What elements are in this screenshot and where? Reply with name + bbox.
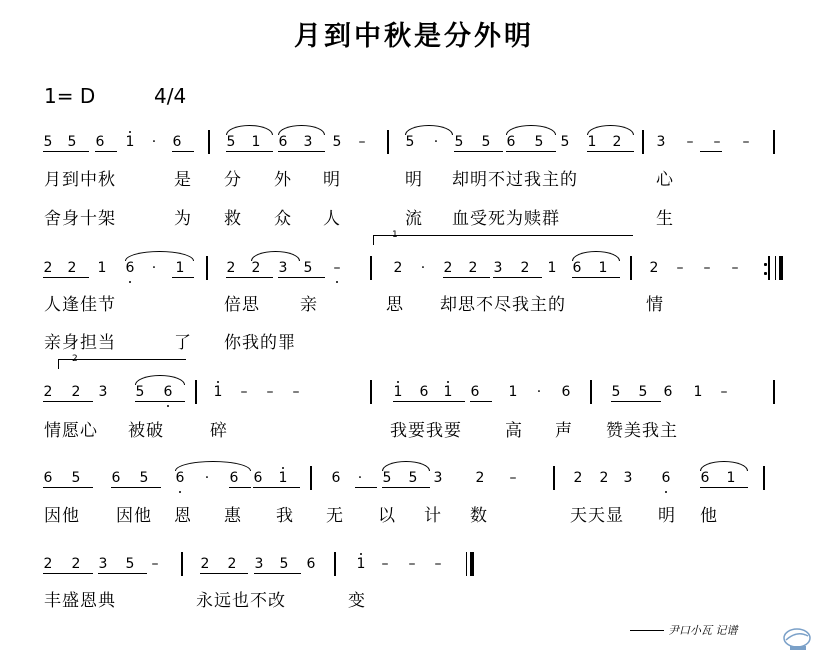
- note: 1: [175, 260, 185, 276]
- note: 5: [139, 470, 149, 486]
- note: 1: [598, 260, 608, 276]
- lyric: 他: [700, 506, 718, 526]
- lyric: 舍身十架: [44, 209, 116, 229]
- note: –: [151, 556, 159, 572]
- underline-beam: [506, 151, 556, 152]
- lyric: 倍思: [224, 295, 260, 315]
- note: 2: [573, 470, 583, 486]
- lyric: 救: [224, 209, 242, 229]
- underline-beam: [278, 151, 325, 152]
- note: 1: [393, 384, 403, 400]
- underline-beam: [172, 277, 194, 278]
- note: 2: [43, 384, 53, 400]
- lyric: 惠: [224, 506, 242, 526]
- note: 2: [649, 260, 659, 276]
- underline-beam: [470, 401, 492, 402]
- lyric: 亲身担当: [44, 333, 116, 353]
- octave-dot-low: [179, 491, 181, 493]
- lyric: 月到中秋: [44, 170, 116, 190]
- underline-beam: [254, 573, 301, 574]
- note: 5: [332, 134, 342, 150]
- time-signature: 4/4: [154, 84, 187, 108]
- note: 6: [663, 384, 673, 400]
- note: 1: [508, 384, 518, 400]
- note: –: [509, 470, 517, 486]
- lyric: 是: [174, 170, 192, 190]
- repeat-dot: [764, 263, 767, 266]
- octave-dot-high: [360, 553, 362, 555]
- lyric: 众: [274, 209, 292, 229]
- credit-dash: [630, 630, 664, 631]
- underline-beam: [111, 487, 161, 488]
- octave-dot-high: [129, 131, 131, 133]
- barline: [642, 130, 644, 154]
- note: 6: [253, 470, 263, 486]
- note: 5: [303, 260, 313, 276]
- barline: [370, 380, 372, 404]
- volta-bracket-1-edge: [373, 235, 374, 245]
- volta-number: 1: [392, 230, 398, 240]
- lyric: 你我的罪: [224, 333, 296, 353]
- final-barline-thin: [775, 256, 776, 280]
- note: 6: [572, 260, 582, 276]
- barline: [763, 466, 765, 490]
- note: 6: [95, 134, 105, 150]
- note: –: [731, 260, 739, 276]
- note: 1: [356, 556, 366, 572]
- note: 2: [227, 556, 237, 572]
- lyric: 流: [405, 209, 423, 229]
- slur: [382, 461, 430, 471]
- underline-beam: [98, 573, 147, 574]
- volta-bracket-2-edge: [58, 359, 59, 369]
- note: –: [676, 260, 684, 276]
- note: 1: [97, 260, 107, 276]
- note: 5: [226, 134, 236, 150]
- note: 1: [443, 384, 453, 400]
- underline-beam: [226, 277, 273, 278]
- note: –: [240, 384, 248, 400]
- note: ·: [433, 134, 439, 150]
- note: –: [292, 384, 300, 400]
- note: 2: [43, 556, 53, 572]
- note: 2: [200, 556, 210, 572]
- lyric: 明: [323, 170, 341, 190]
- note: 6: [331, 470, 341, 486]
- note: 6: [163, 384, 173, 400]
- lyric: 被破: [128, 421, 164, 441]
- note: 5: [43, 134, 53, 150]
- slur: [226, 125, 273, 135]
- note: 1: [587, 134, 597, 150]
- octave-dot-low: [167, 405, 169, 407]
- underline-beam: [572, 277, 620, 278]
- underline-beam: [135, 401, 185, 402]
- note: 6: [661, 470, 671, 486]
- note: 3: [303, 134, 313, 150]
- note: ·: [151, 134, 157, 150]
- lyric: 外: [274, 170, 292, 190]
- underline-beam: [43, 151, 89, 152]
- barline: [773, 380, 775, 404]
- note: 6: [306, 556, 316, 572]
- note: 5: [560, 134, 570, 150]
- lyric: 生: [656, 209, 674, 229]
- lyric: 人逢佳节: [44, 295, 116, 315]
- note: 6: [700, 470, 710, 486]
- note: 1: [213, 384, 223, 400]
- barline: [370, 256, 372, 280]
- note: –: [703, 260, 711, 276]
- note: 1: [693, 384, 703, 400]
- lyric: 数: [470, 506, 488, 526]
- note: –: [381, 556, 389, 572]
- note: 6: [278, 134, 288, 150]
- slur: [405, 125, 453, 135]
- underline-beam: [382, 487, 430, 488]
- note: 2: [520, 260, 530, 276]
- note: ·: [536, 384, 542, 400]
- slur: [125, 251, 194, 261]
- barline: [334, 552, 336, 576]
- lyric: 我: [276, 506, 294, 526]
- lyric: 高: [505, 421, 523, 441]
- underline-beam: [611, 401, 661, 402]
- note: 1: [278, 470, 288, 486]
- note: 2: [475, 470, 485, 486]
- note: ·: [420, 260, 426, 276]
- lyric: 声: [555, 421, 573, 441]
- lyric: 丰盛恩典: [44, 591, 116, 611]
- underline-beam: [278, 277, 325, 278]
- lyric: 因他: [44, 506, 80, 526]
- octave-dot-low: [129, 281, 131, 283]
- key-signature: 1= D: [44, 84, 96, 108]
- final-barline-thick: [779, 256, 783, 280]
- note: –: [408, 556, 416, 572]
- note: 3: [433, 470, 443, 486]
- slur: [251, 251, 300, 261]
- underline-beam: [493, 277, 542, 278]
- barline: [310, 466, 312, 490]
- barline: [195, 380, 197, 404]
- slur: [587, 125, 634, 135]
- lyric: 以: [378, 506, 396, 526]
- slur: [278, 125, 325, 135]
- note: 6: [172, 134, 182, 150]
- note: 2: [251, 260, 261, 276]
- note: 6: [229, 470, 239, 486]
- note: ·: [204, 470, 210, 486]
- note: 3: [656, 134, 666, 150]
- note: 2: [71, 556, 81, 572]
- note: 6: [111, 470, 121, 486]
- note: 5: [125, 556, 135, 572]
- note: 3: [98, 384, 108, 400]
- note: 1: [125, 134, 135, 150]
- note: 2: [443, 260, 453, 276]
- barline: [206, 256, 208, 280]
- octave-dot-high: [282, 467, 284, 469]
- note: 5: [67, 134, 77, 150]
- underline-beam: [229, 487, 251, 488]
- note: 6: [561, 384, 571, 400]
- note: 5: [405, 134, 415, 150]
- lyric: 计: [424, 506, 442, 526]
- barline: [181, 552, 183, 576]
- note: –: [434, 556, 442, 572]
- note: 2: [393, 260, 403, 276]
- underline-beam: [226, 151, 273, 152]
- underline-beam: [43, 277, 89, 278]
- underline-beam: [95, 151, 117, 152]
- lyric: 因他: [116, 506, 152, 526]
- note: ·: [151, 260, 157, 276]
- lyric: 为: [174, 209, 192, 229]
- lyric: 人: [323, 209, 341, 229]
- note: 5: [611, 384, 621, 400]
- note: 6: [125, 260, 135, 276]
- note: –: [266, 384, 274, 400]
- note: 5: [408, 470, 418, 486]
- note: –: [686, 134, 694, 150]
- note: 2: [226, 260, 236, 276]
- underline-beam: [443, 277, 490, 278]
- note: ·: [357, 470, 363, 486]
- final-barline-thin: [466, 552, 467, 576]
- note: 2: [43, 260, 53, 276]
- note: 3: [493, 260, 503, 276]
- underline-beam: [700, 487, 748, 488]
- underline-beam: [355, 487, 377, 488]
- final-barline-thick: [470, 552, 474, 576]
- note: 1: [251, 134, 261, 150]
- lyric: 分: [224, 170, 242, 190]
- lyric: 明: [658, 506, 676, 526]
- note: 5: [481, 134, 491, 150]
- lyric: 明: [405, 170, 423, 190]
- lyric: 情: [646, 295, 664, 315]
- lyric: 血受死为赎群: [452, 209, 560, 229]
- barline: [630, 256, 632, 280]
- barline: [553, 466, 555, 490]
- note: 6: [506, 134, 516, 150]
- lyric: 变: [348, 591, 366, 611]
- lyric: 思: [386, 295, 404, 315]
- volta-bracket-1: [373, 235, 633, 236]
- note: 6: [419, 384, 429, 400]
- octave-dot-high: [397, 381, 399, 383]
- slur: [135, 375, 185, 385]
- octave-dot-high: [217, 381, 219, 383]
- note: 2: [599, 470, 609, 486]
- lyric: 情愿心: [44, 421, 98, 441]
- slur: [506, 125, 556, 135]
- octave-dot-low: [665, 491, 667, 493]
- note: –: [713, 134, 721, 150]
- note: 5: [454, 134, 464, 150]
- underline-beam: [587, 151, 634, 152]
- lyric: 赞美我主: [606, 421, 678, 441]
- underline-beam: [253, 487, 300, 488]
- note: –: [742, 134, 750, 150]
- underline-beam: [700, 151, 722, 152]
- lyric: 碎: [210, 421, 228, 441]
- lyric: 永远也不改: [196, 591, 286, 611]
- note: 5: [71, 470, 81, 486]
- underline-beam: [43, 573, 93, 574]
- note: 1: [726, 470, 736, 486]
- note: –: [333, 260, 341, 276]
- barline: [768, 256, 770, 280]
- note: 5: [638, 384, 648, 400]
- lyric: 了: [174, 333, 192, 353]
- note: –: [358, 134, 366, 150]
- lyric: 恩: [174, 506, 192, 526]
- lyric: 天天显: [570, 506, 624, 526]
- transcriber-credit: 尹口小瓦 记谱: [668, 624, 738, 637]
- watermark-logo-icon: [782, 626, 812, 652]
- note: 2: [468, 260, 478, 276]
- lyric: 却思不尽我主的: [440, 295, 566, 315]
- note: 2: [71, 384, 81, 400]
- note: 1: [547, 260, 557, 276]
- barline: [208, 130, 210, 154]
- slur: [700, 461, 748, 471]
- note: 2: [67, 260, 77, 276]
- slur: [572, 251, 620, 261]
- barline: [387, 130, 389, 154]
- note: 5: [534, 134, 544, 150]
- repeat-dot: [764, 272, 767, 275]
- note: 5: [382, 470, 392, 486]
- underline-beam: [43, 401, 93, 402]
- note: 6: [43, 470, 53, 486]
- octave-dot-low: [336, 281, 338, 283]
- underline-beam: [172, 151, 194, 152]
- note: –: [720, 384, 728, 400]
- slur: [175, 461, 251, 471]
- song-title: 月到中秋是分外明: [294, 21, 534, 52]
- lyric: 亲: [300, 295, 318, 315]
- underline-beam: [200, 573, 248, 574]
- underline-beam: [393, 401, 465, 402]
- lyric: 却明不过我主的: [452, 170, 578, 190]
- octave-dot-high: [447, 381, 449, 383]
- underline-beam: [454, 151, 503, 152]
- note: 2: [612, 134, 622, 150]
- note: 3: [623, 470, 633, 486]
- note: 3: [254, 556, 264, 572]
- volta-number: 2: [72, 354, 78, 364]
- barline: [590, 380, 592, 404]
- note: 3: [98, 556, 108, 572]
- note: 6: [470, 384, 480, 400]
- note: 5: [279, 556, 289, 572]
- lyric: 心: [656, 170, 674, 190]
- lyric: 无: [326, 506, 344, 526]
- barline: [773, 130, 775, 154]
- underline-beam: [43, 487, 93, 488]
- note: 3: [278, 260, 288, 276]
- lyric: 我要我要: [390, 421, 462, 441]
- note: 5: [135, 384, 145, 400]
- note: 6: [175, 470, 185, 486]
